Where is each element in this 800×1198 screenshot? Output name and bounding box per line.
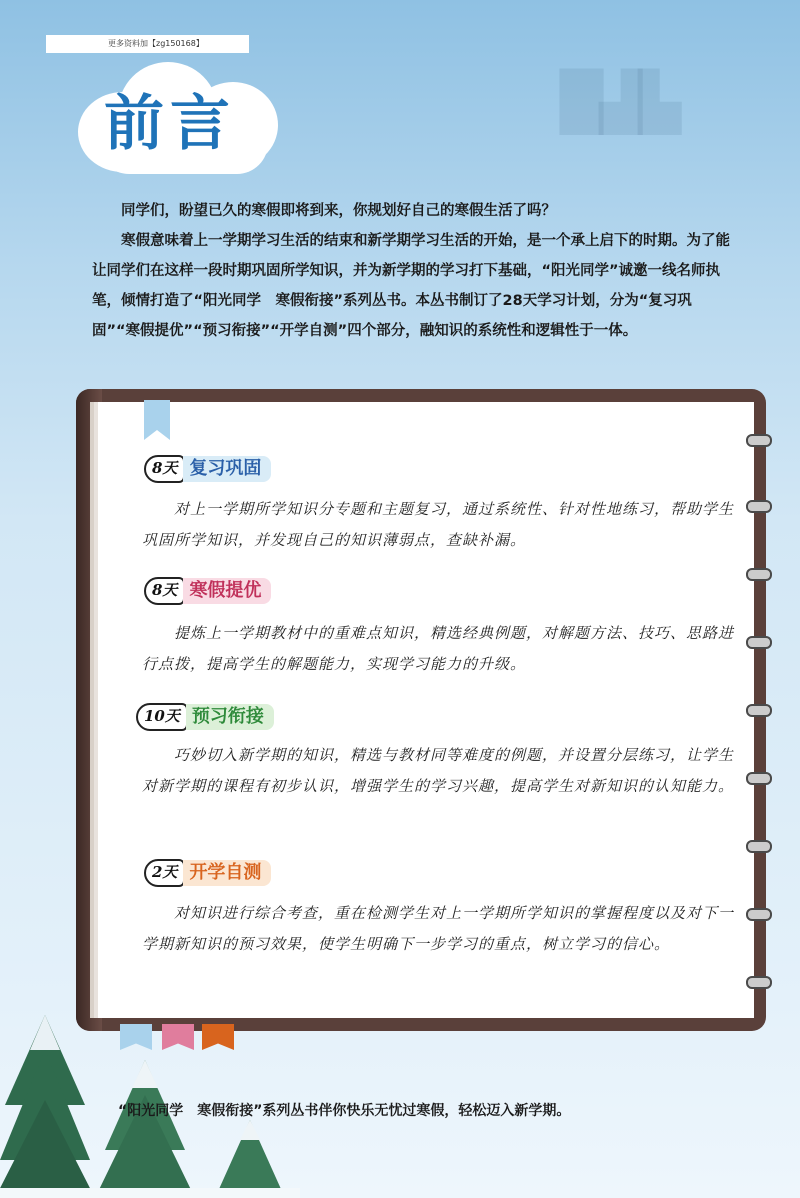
section-head-improve: [144, 578, 271, 604]
section-title: 寒假提优: [183, 578, 271, 604]
intro-paragraph: 同学们，盼望已久的寒假即将到来，你规划好自己的寒假生活了吗？: [121, 203, 556, 219]
section-head-review: [144, 456, 271, 482]
binder-ring: [746, 840, 772, 853]
section-days: 8天: [144, 577, 185, 605]
binder-ring: [746, 500, 772, 513]
watermark-bar: 更多资料加【zg150168】: [46, 35, 249, 53]
binder-ring: [746, 636, 772, 649]
binder-ring: [746, 568, 772, 581]
section-body: [142, 494, 738, 556]
section-head-preview: [136, 704, 274, 730]
section-body: [142, 618, 738, 680]
section-text: 对知识进行综合考查，重在检测学生对上一学期所学知识的掌握程度以及对下一学期新知识的预习效果，使学生明确下一步学习的重点，树立学习的信心。: [142, 904, 735, 953]
section-title: 预习衔接: [186, 704, 274, 730]
section-text: 对上一学期所学知识分专题和主题复习，通过系统性、针对性地练习，帮助学生巩固所学知识，并发现自己的知识薄弱点，查缺补漏。: [142, 500, 735, 549]
page-title: 前言: [104, 89, 236, 159]
section-body: [142, 898, 738, 960]
background-decoration: █▟▙: [560, 70, 678, 135]
section-title: 复习巩固: [183, 456, 271, 482]
binder-ring: [746, 772, 772, 785]
section-days: 2天: [144, 859, 185, 887]
section-text: 提炼上一学期教材中的重难点知识，精选经典例题，对解题方法、技巧、思路进行点拨，提高学生的解题能力，实现学习能力的升级。: [142, 624, 735, 673]
binder-ring: [746, 434, 772, 447]
intro-paragraph: 寒假意味着上一学期学习生活的结束和新学期学习生活的开始，是一个承上启下的时期。为了能让同学们在这样一段时期巩固所学知识，并为新学期的学习打下基础，“阳光同学”诚邀一线名师执笔，倾情打造了“阳光同学 寒假衔接”系列丛书。本丛书制订了28天学习计划，分为“复习巩固”“寒假提优”“预习衔接”“开学自测”四个部分，融知识的系统性和逻辑性于一体。: [92, 233, 730, 339]
section-text: 巧妙切入新学期的知识，精选与教材同等难度的例题，并设置分层练习，让学生对新学期的课程有初步认识，增强学生的学习兴趣，提高学生对新知识的认知能力。: [142, 746, 735, 795]
footer-slogan: “阳光同学 寒假衔接”系列丛书伴你快乐无忧过寒假，轻松迈入新学期。: [118, 1103, 571, 1119]
binder-ring: [746, 908, 772, 921]
section-days: 8天: [144, 455, 185, 483]
intro-text: [92, 196, 732, 346]
section-head-selftest: [144, 860, 271, 886]
section-title: 开学自测: [183, 860, 271, 886]
binder-ring: [746, 704, 772, 717]
binder-ring: [746, 976, 772, 989]
section-body: [142, 740, 738, 802]
section-days: 10天: [136, 703, 188, 731]
